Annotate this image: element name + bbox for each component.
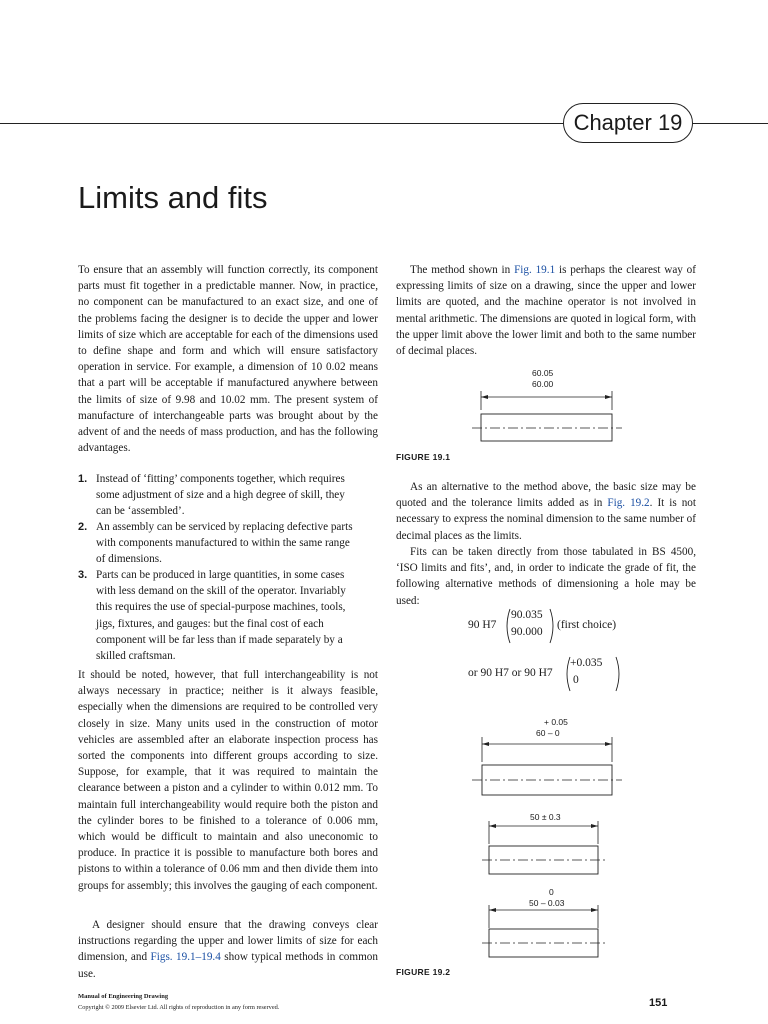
figure-19-2-part-1 [470,736,630,798]
list-item [78,567,378,665]
fig2-d2: 50 ± 0.3 [530,812,561,822]
formula1-upper: 90.035 [511,609,543,621]
intro-paragraph: To ensure that an assembly will function correctly, its component parts must fit together in a predictable manner. Now, in practice, no component can be manufactured to an exact size, and one of the problems facing the designer is to decide the upper and lower limits of size which are acceptable for each of the dimensions used to define shape and form and which will ensure satisfactory operation in service. For example, a dimension of 10 0.02 means that a part will be acceptable if manufactured anywhere between the limits of size of 9.98 and 10.02 mm. The present system of manufacture of interchangeable parts was brought about by the advent of and the needs of mass production, and has the following advantages. [78,264,378,455]
list-item [78,471,378,519]
designer-paragraph [78,917,378,982]
fig-19-2-link[interactable]: Fig. 19.2 [607,497,650,510]
formula2-right-paren [615,656,623,692]
formula2-upper: +0.035 [570,657,603,669]
figure-19-2-part-3 [480,904,615,962]
fig2-d3-lower: 50 – 0.03 [529,898,565,908]
fits-paragraph: Fits can be taken directly from those tabulated in BS 4500, ‘ISO limits and fits’, and, in order to indicate the grade of fit, the following alternative methods of dimensioning a hole may be used: [396,546,696,607]
formula-alternative [468,656,638,692]
fig1-upper-limit: 60.05 [532,368,554,378]
figure-19-2-label: FIGURE 19.2 [396,967,451,977]
formula2-prefix: or 90 H7 or 90 H7 [468,667,553,679]
list-item-number: 1. [78,473,88,485]
formula2-lower: 0 [573,674,579,686]
designer-text: A designer should ensure that the drawing conveys clear instructions regarding the upper and lower limits of size for each dimension, and [78,919,378,964]
list-item [78,519,378,567]
figure-19-1-drawing [470,390,630,450]
alternative-paragraph [396,479,696,544]
interchangeability-paragraph: It should be noted, however, that full interchangeability is not always necessary in practice; neither is it always feasible, especially when the dimensions are required to be controlled very closely in size. Many units used in the construction of motor vehicles are assembled after an elaborate inspection process has sorted the components into different groups according to size. Suppose, for example, that it was required to maintain the clearance between a piston and a cylinder to within 0.012 mm. To maintain full interchangeability would require both the piston and the cylinder bores to be finished to a tolerance of 0.006 mm, which would be difficult to maintain and also uneconomic to produce. In practice it is possible to manufacture both bores and pistons to within a tolerance of 0.06 mm and then divide them into groups for assembly; this involves the gauging of each component. [78,669,378,892]
chapter-label: Chapter 19 [563,103,693,143]
page-number: 151 [649,997,668,1009]
figure-19-2-part-2 [480,820,615,878]
fig-19-1-link[interactable]: Fig. 19.1 [514,264,556,276]
method-paragraph [396,262,696,359]
book-title: Manual of Engineering Drawing [78,993,169,1000]
formula1-lower: 90.000 [511,626,543,638]
list-item-number: 2. [78,521,88,533]
formula1-prefix: 90 H7 [468,619,497,631]
list-item-text: Parts can be produced in large quantities, in some cases with less demand on the skill of the operator. Invariably this requires the use of special-purpose machines, tools, jigs, fixtures, and gauges: but the final cost of each component will be far less than if made separately by a skilled craftsman. [96,569,346,663]
header-rule-right [692,123,768,124]
fig2-d1-upper: + 0.05 [544,717,568,727]
designer-text-end: show typical methods in common use. [78,951,378,980]
formula-first-choice [468,608,638,644]
list-item-text: Instead of ‘fitting’ components together, which requires some adjustment of size and a high degree of skill, they can be ‘assembled’. [96,473,345,518]
page-title: Limits and fits [78,180,268,215]
fig2-d3-upper: 0 [549,887,554,897]
formula1-suffix: (first choice) [557,619,617,631]
alternative-text-end: . It is not necessary to express the nominal dimension to the same number of decimal places as the limits. [396,497,696,542]
method-text: The method shown in [410,264,515,276]
figure-19-1-label: FIGURE 19.1 [396,452,451,462]
method-text-end: is perhaps the clearest way of expressing limits of size on a drawing, since the upper and lower limits are quoted, and the machine operator is not involved in mental arithmetic. The dimensions are quoted in logical form, with the upper limit above the lower limit and both to the same number of decimal places. [396,264,696,358]
alternative-text: As an alternative to the method above, the basic size may be quoted and the tolerance limits added as in [396,481,696,510]
formula1-left-paren [503,608,511,644]
figs-link[interactable]: Figs. 19.1–19.4 [150,951,221,964]
fig1-lower-limit: 60.00 [532,379,554,389]
list-item-number: 3. [78,569,88,581]
advantages-list [78,471,378,665]
copyright-notice: Copyright © 2009 Elsevier Ltd. All rights of reproduction in any form reserved. [78,1004,280,1011]
header-rule-left [0,123,565,124]
list-item-text: An assembly can be serviced by replacing defective parts with components manufactured to within the same range of dimensions. [96,521,353,566]
formula1-right-paren [549,608,557,644]
fig2-d1-lower: 60 – 0 [536,728,560,738]
